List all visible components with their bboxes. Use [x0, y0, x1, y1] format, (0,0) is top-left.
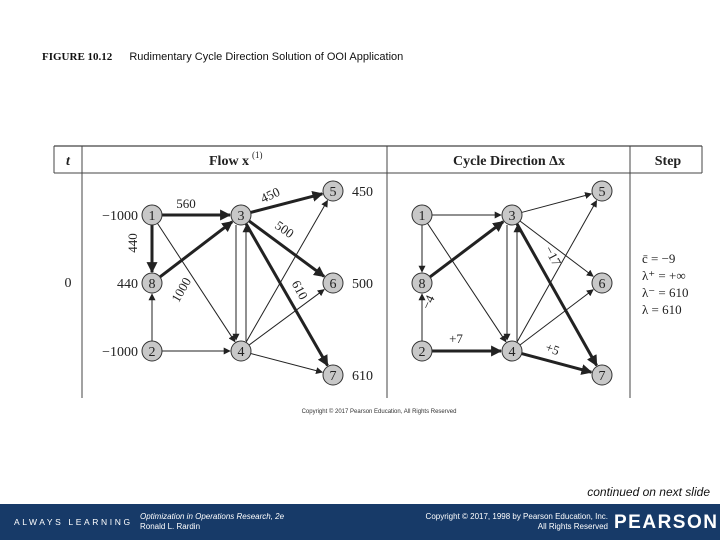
- cycle-arc-1-4: [428, 223, 506, 341]
- flow-node-value-1: −1000: [102, 209, 138, 224]
- cycle-node-label-3: 3: [508, 209, 516, 224]
- flow-arc-8-3: [160, 222, 232, 277]
- book-title: Optimization in Operations Research, 2e: [140, 512, 285, 521]
- step-line-lambda: λ = 610: [642, 302, 682, 317]
- flow-arc-label-1-3: 560: [176, 196, 196, 211]
- flow-arc-label-1-8: 440: [125, 233, 140, 253]
- flow-node-label-6: 6: [329, 277, 337, 292]
- flow-node-value-8: 440: [117, 277, 138, 292]
- cycle-node-label-8: 8: [418, 277, 426, 292]
- always-learning-text: ALWAYS LEARNING: [14, 517, 133, 527]
- figure-title: Rudimentary Cycle Direction Solution of OOI Application: [129, 51, 404, 63]
- cycle-arc-label-8-3: −4: [418, 292, 438, 312]
- cycle-node-label-6: 6: [598, 277, 606, 292]
- book-info: [140, 512, 284, 532]
- flow-node-label-5: 5: [329, 185, 337, 200]
- flow-arc-3-7: [246, 224, 328, 366]
- t-value: 0: [64, 276, 72, 291]
- cycle-arc-label-3-7: −17: [541, 243, 565, 269]
- cycle-node-label-1: 1: [418, 209, 426, 224]
- footer-copyright-line2: All Rights Reserved: [537, 522, 608, 531]
- cycle-arc-label-2-4: +7: [449, 331, 463, 346]
- header-t: t: [66, 154, 70, 169]
- flow-node-label-3: 3: [237, 209, 245, 224]
- pearson-logo: PEARSON: [614, 512, 719, 533]
- footer-copyright-line1: Copyright © 2017, 1998 by Pearson Education, Inc.: [425, 512, 608, 521]
- flow-node-value-6: 500: [352, 277, 373, 292]
- flow-node-label-4: 4: [237, 345, 245, 360]
- flow-arc-label-3-7: 610: [288, 277, 312, 303]
- flow-node-label-2: 2: [148, 345, 156, 360]
- header-flow: Flow x: [209, 154, 250, 169]
- continued-note: continued on next slide: [587, 485, 710, 499]
- flow-graph: [102, 181, 373, 385]
- flow-node-value-5: 450: [352, 185, 373, 200]
- flow-arc-label-8-3: 1000: [168, 274, 195, 305]
- figure-copyright: Copyright © 2017 Pearson Education, All Rights Reserved: [301, 409, 457, 415]
- cycle-arc-8-3: [430, 222, 503, 277]
- header-flow-superscript: (1): [252, 150, 263, 160]
- flow-arc-4-7: [251, 354, 323, 373]
- flow-node-label-8: 8: [148, 277, 156, 292]
- step-line-lambda-plus: λ⁺ = +∞: [642, 268, 686, 283]
- cycle-node-label-5: 5: [598, 185, 606, 200]
- flow-node-value-2: −1000: [102, 345, 138, 360]
- book-author: Ronald L. Rardin: [140, 522, 201, 531]
- cycle-node-label-2: 2: [418, 345, 426, 360]
- flow-node-label-7: 7: [329, 369, 337, 384]
- step-line-cbar: c̄ = −9: [642, 251, 676, 266]
- cycle-node-label-7: 7: [598, 369, 606, 384]
- flow-node-label-1: 1: [148, 209, 156, 224]
- footer-bar: [0, 504, 720, 540]
- cycle-arc-label-4-7: +5: [543, 339, 562, 359]
- flow-arc-label-3-5: 450: [258, 184, 283, 206]
- cycle-node-label-4: 4: [508, 345, 516, 360]
- flow-node-value-7: 610: [352, 369, 373, 384]
- step-line-lambda-minus: λ⁻ = 610: [642, 285, 689, 300]
- figure-number: FIGURE 10.12: [42, 51, 113, 63]
- header-step: Step: [654, 154, 682, 169]
- header-cycle-direction: Cycle Direction Δx: [453, 154, 565, 169]
- step-values: [642, 251, 689, 317]
- cycle-arc-3-5: [522, 194, 592, 213]
- flow-arc-1-4: [157, 223, 235, 341]
- cycle-arc-4-5: [517, 201, 597, 343]
- flow-arc-label-3-6: 500: [272, 217, 297, 242]
- footer-copyright: [368, 512, 608, 532]
- cycle-graph: [412, 181, 612, 385]
